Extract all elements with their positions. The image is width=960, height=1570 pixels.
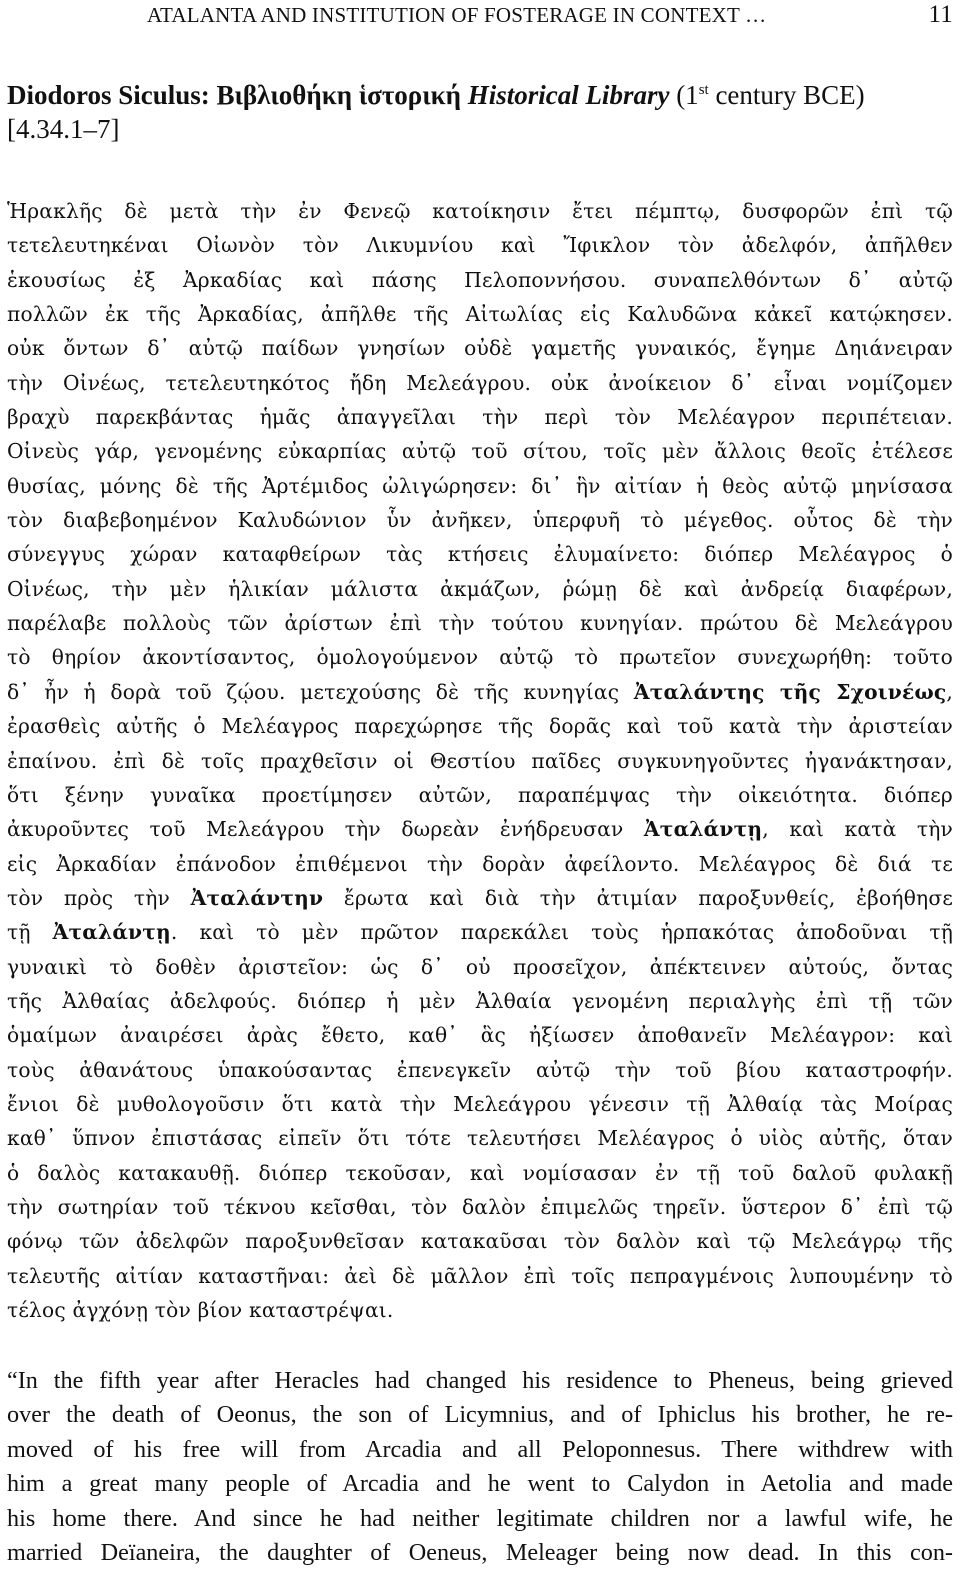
- greek-line: [7, 572, 953, 606]
- greek-line: [7, 194, 953, 228]
- greek-segment: φόνῳ τῶν ἀδελφῶν παροξυνθεῖσαν κατακαῦσαι τὸν δαλὸν καὶ τῷ Μελεάγρῳ τῆς: [7, 1229, 953, 1254]
- english-line: “In the fifth year after Heracles had changed his residence to Pheneus, being grieved: [7, 1367, 953, 1394]
- greek-line: [7, 434, 953, 468]
- greek-segment: ἔνιοι δὲ μυθολογοῦσιν ὅτι κατὰ τὴν Μελεάγρου γένεσιν τῇ Ἀλθαίᾳ τὰς Μοίρας: [7, 1091, 953, 1116]
- greek-segment: Οἰνέως, τὴν μὲν ἡλικίαν μάλιστα ἀκμάζων, ῥώμῃ δὲ καὶ ἀνδρείᾳ διαφέρων,: [7, 576, 953, 601]
- greek-segment: οὐκ ὄντων δ᾽ αὐτῷ παίδων γνησίων οὐδὲ γαμετῆς γυναικός, ἔγημε Δηιάνειραν: [7, 336, 953, 361]
- name-highlight: Ἀταλάντῃ: [643, 817, 763, 842]
- greek-segment: καθ᾽ ὕπνον ἐπιστάσας εἰπεῖν ὅτι τότε τελευτήσει Μελέαγρος ὁ υἱὸς αὐτῆς, ὅταν: [7, 1126, 953, 1151]
- greek-line: [7, 228, 953, 262]
- greek-segment: τὴν Οἰνέως, τετελευτηκότος ἤδη Μελεάγρου. οὐκ ἀνοίκειον δ᾽ εἶναι νομίζομεν: [7, 370, 953, 395]
- source-reference: [4.34.1–7]: [7, 114, 120, 144]
- greek-line: [7, 331, 953, 365]
- page-number: 11: [928, 1, 953, 28]
- running-title: ATALANTA AND INSTITUTION OF FOSTERAGE IN CONTEXT …: [147, 3, 767, 27]
- source-work-title: Historical Library: [467, 80, 670, 110]
- greek-line: [7, 1224, 953, 1258]
- greek-segment: τέλος ἀγχόνῃ τὸν βίον καταστρέψαι.: [7, 1298, 394, 1322]
- greek-line: [7, 263, 953, 297]
- name-highlight: Ἀταλάντῃ: [52, 920, 171, 945]
- greek-segment: ὁ δαλὸς κατακαυθῇ. διόπερ τεκοῦσαν, καὶ νομίσασαν ἐν τῇ τοῦ δαλοῦ φυλακῇ: [7, 1160, 953, 1185]
- greek-segment: ἐπαίνου. ἐπὶ δὲ τοῖς πραχθεῖσιν οἱ Θεστίου παῖδες συγκυνηγοῦντες ἠγανάκτησαν,: [7, 748, 953, 773]
- greek-line: [7, 469, 953, 503]
- greek-segment: Οἰνεὺς γάρ, γενομένης εὐκαρπίας αὐτῷ τοῦ σίτου, τοῖς μὲν ἄλλοις θεοῖς ἐτέλεσε: [7, 439, 953, 464]
- english-line: moved of his free will from Arcadia and all Peloponnesus. There withdrew with: [7, 1435, 953, 1463]
- greek-line: [7, 1053, 953, 1087]
- english-line: over the death of Oeonus, the son of Licymnius, and of Iphiclus his brother, he re-: [7, 1401, 953, 1429]
- greek-line: [7, 1259, 953, 1293]
- greek-line: [7, 950, 953, 984]
- greek-line: [7, 606, 953, 640]
- greek-line: [7, 812, 953, 846]
- greek-line: [7, 1190, 953, 1224]
- greek-segment: τὴν σωτηρίαν τοῦ τέκνου κεῖσθαι, τὸν δαλὸν ἐπιμελῶς τηρεῖν. ὕστερον δ᾽ ἐπὶ τῷ: [7, 1194, 953, 1219]
- english-translation: [7, 1364, 953, 1570]
- greek-segment: τῆς Ἀλθαίας ἀδελφούς. διόπερ ἡ μὲν Ἀλθαία γενομένη περιαλγὴς ἐπὶ τῇ τῶν: [7, 988, 953, 1013]
- greek-text: [7, 194, 953, 1327]
- greek-segment: θυσίας, μόνης δὲ τῆς Ἀρτέμιδος ὠλιγώρησεν: δι᾽ ἣν αἰτίαν ἡ θεὸς αὐτῷ μηνίσασα: [7, 473, 953, 498]
- greek-segment: σύνεγγυς χώραν καταφθείρων τὰς κτήσεις ἐλυμαίνετο: διόπερ Μελέαγρος ὁ: [7, 542, 953, 567]
- greek-segment: τοὺς ἀθανάτους ὑπακούσαντας ἐπενεγκεῖν αὐτῷ τὴν τοῦ βίου καταστροφήν.: [7, 1057, 953, 1082]
- source-heading: [7, 78, 953, 146]
- greek-segment: ὅτι ξένην γυναῖκα προετίμησεν αὐτῶν, παραπέμψας τὴν οἰκειότητα. διόπερ: [7, 782, 953, 807]
- greek-line: [7, 503, 953, 537]
- name-highlight: Ἀταλάντην: [190, 885, 324, 910]
- source-author: Diodoros Siculus: Βιβλιοθήκη ἱστορική: [7, 80, 461, 110]
- english-line: him a great many people of Arcadia and he went to Calydon in Aetolia and made: [7, 1470, 953, 1498]
- greek-segment: γυναικὶ τὸ δοθὲν ἀριστεῖον: ὡς δ᾽ οὐ προσεῖχον, ἀπέκτεινεν αὐτούς, ὄντας: [7, 954, 953, 979]
- greek-line: [7, 1293, 953, 1327]
- greek-segment: . καὶ τὸ μὲν πρῶτον παρεκάλει τοὺς ἡρπακότας ἀποδοῦναι τῇ: [170, 920, 954, 945]
- source-date: (1st century BCE): [676, 80, 865, 110]
- greek-line: [7, 366, 953, 400]
- greek-segment: τὸ θηρίον ἀκοντίσαντος, ὁμολογούμενον αὐτῷ τὸ πρωτεῖον συνεχωρήθη: τοῦτο: [7, 645, 953, 670]
- greek-segment: , καὶ κατὰ τὴν: [762, 817, 953, 842]
- name-highlight: Ἀταλάντης τῆς Σχοινέως: [633, 679, 947, 704]
- greek-line: [7, 1087, 953, 1121]
- greek-segment: πολλῶν ἐκ τῆς Ἀρκαδίας, ἀπῆλθε τῆς Αἰτωλίας εἰς Καλυδῶνα κἀκεῖ κατῴκησεν.: [7, 302, 953, 327]
- greek-line: [7, 709, 953, 743]
- greek-line: [7, 915, 953, 949]
- greek-line: [7, 984, 953, 1018]
- greek-segment: ὁμαίμων ἀναιρέσει ἀρὰς ἔθετο, καθ᾽ ἃς ἠξίωσεν ἀποθανεῖν Μελέαγρον: καὶ: [7, 1023, 953, 1048]
- greek-segment: ἔρωτα καὶ διὰ τὴν ἀτιμίαν παροξυνθείς, ἐβοήθησε: [323, 885, 953, 910]
- greek-line: [7, 675, 953, 709]
- english-line: married Deïaneira, the daughter of Oeneus, Meleager being now dead. In this con-: [7, 1539, 953, 1567]
- greek-line: [7, 744, 953, 778]
- greek-line: [7, 1121, 953, 1155]
- greek-segment: τελευτῆς αἰτίαν καταστῆναι: ἀεὶ δὲ μᾶλλον ἐπὶ τοῖς πεπραγμένοις λυπουμένην τὸ: [7, 1263, 953, 1288]
- greek-line: [7, 400, 953, 434]
- greek-segment: ,: [946, 679, 953, 704]
- greek-segment: τετελευτηκέναι Οἰωνὸν τὸν Λικυμνίου καὶ Ἴφικλον τὸν ἀδελφόν, ἀπῆλθεν: [7, 233, 953, 258]
- greek-segment: τὸν διαβεβοημένον Καλυδώνιον ὗν ἀνῆκεν, ὑπερφυῆ τὸ μέγεθος. οὗτος δὲ τὴν: [7, 508, 953, 533]
- greek-segment: ἑκουσίως ἐξ Ἀρκαδίας καὶ πάσης Πελοποννήσου. συναπελθόντων δ᾽ αὐτῷ: [7, 267, 953, 292]
- greek-segment: τὸν πρὸς τὴν: [7, 885, 191, 910]
- greek-line: [7, 881, 953, 915]
- english-line: his home there. And since he had neither legitimate children nor a lawful wife, he: [7, 1504, 953, 1532]
- greek-line: [7, 778, 953, 812]
- running-head: [147, 3, 953, 31]
- greek-segment: ἀκυροῦντες τοῦ Μελεάγρου τὴν δωρεὰν ἐνήδρευσαν: [7, 817, 644, 842]
- greek-line: [7, 1156, 953, 1190]
- greek-line: [7, 537, 953, 571]
- greek-line: [7, 847, 953, 881]
- greek-segment: παρέλαβε πολλοὺς τῶν ἀρίστων ἐπὶ τὴν τούτου κυνηγίαν. πρώτου δὲ Μελεάγρου: [7, 611, 953, 636]
- greek-line: [7, 1018, 953, 1052]
- greek-segment: δ᾽ ἦν ἡ δορὰ τοῦ ζῴου. μετεχούσης δὲ τῆς κυνηγίας: [7, 679, 634, 704]
- greek-line: [7, 640, 953, 674]
- greek-segment: βραχὺ παρεκβάντας ἡμᾶς ἀπαγγεῖλαι τὴν περὶ τὸν Μελέαγρον περιπέτειαν.: [7, 405, 953, 430]
- greek-segment: ἐρασθεὶς αὐτῆς ὁ Μελέαγρος παρεχώρησε τῆς δορᾶς καὶ τοῦ κατὰ τὴν ἀριστείαν: [7, 714, 953, 739]
- greek-segment: εἰς Ἀρκαδίαν ἐπάνοδον ἐπιθέμενοι τὴν δορὰν ἀφείλοντο. Μελέαγρος δὲ διά τε: [7, 851, 953, 876]
- greek-segment: Ἡρακλῆς δὲ μετὰ τὴν ἐν Φενεῷ κατοίκησιν ἔτει πέμπτῳ, δυσφορῶν ἐπὶ τῷ: [7, 199, 953, 223]
- greek-line: [7, 297, 953, 331]
- greek-segment: τῇ: [7, 920, 53, 945]
